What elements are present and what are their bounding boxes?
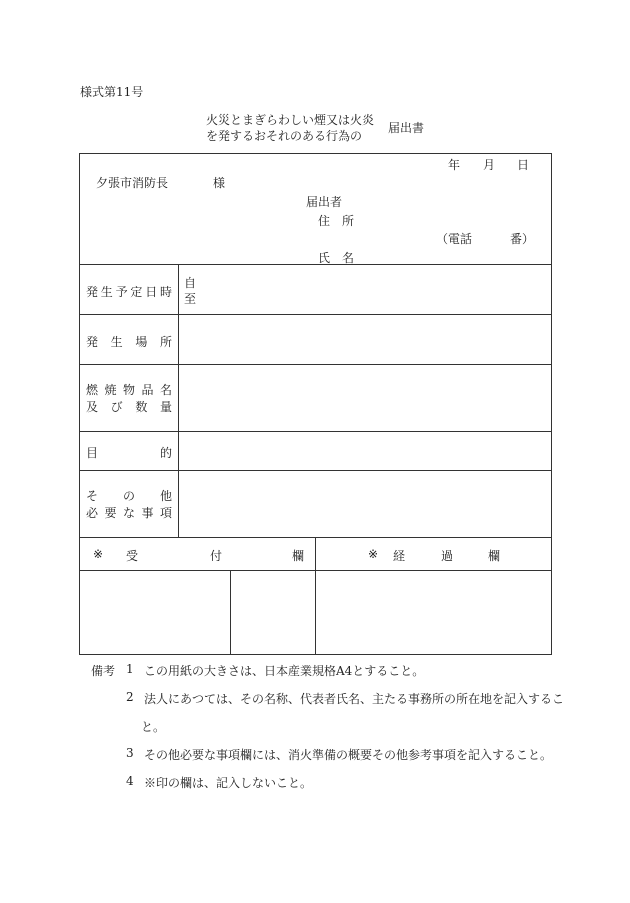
row-divider [79,264,552,265]
addressee: 夕張市消防長 [96,176,169,190]
progress-char-3: 欄 [488,549,501,563]
row-divider [79,364,552,365]
name-label: 氏 名 [318,251,355,265]
row-label-location: 発 生 場 所 [86,335,172,349]
note-text: この用紙の大きさは、日本産業規格A4とすること。 [144,664,425,678]
label-column-divider [178,264,179,538]
note-text-continued: と。 [141,720,166,734]
row-label-scheduled-datetime: 発 生 予 定 日 時 [86,285,172,299]
progress-char-1: 経 [393,549,406,563]
row-divider [79,431,552,432]
reception-column-divider [230,570,231,655]
title-line-2: を発するおそれのある行為の [206,129,363,143]
schedule-to-label: 至 [184,292,197,306]
table-border-top [79,153,552,154]
row-label-burned-items: 燃 焼 物 品 名 [86,383,172,397]
row-label-other: そ の 他 [86,489,172,503]
reception-char-1: 受 [126,549,139,563]
phone-label-close: 番） [510,232,535,246]
reception-char-3: 欄 [292,549,305,563]
bottom-column-divider [315,537,316,655]
progress-mark: ※ [368,547,379,561]
note-text: 法人にあつては、その名称、代表者氏名、主たる事務所の所在地を記入するこ [144,692,565,706]
note-number: 4 [126,774,134,788]
row-divider [79,314,552,315]
form-number: 様式第11号 [80,85,144,99]
table-border-left [79,153,80,655]
reception-mark: ※ [93,547,104,561]
title-line-1: 火災とまぎらわしい煙又は火炎 [206,113,375,127]
date-day-label: 日 [517,158,530,172]
notes-heading: 備考 [91,664,116,678]
progress-char-2: 過 [441,549,454,563]
row-label-necessary-matters: 必 要 な 事 項 [86,506,172,520]
note-number: 2 [126,690,134,704]
phone-label-open: （電話 [436,232,473,246]
row-label-purpose: 目 的 [86,446,172,460]
reception-char-2: 付 [210,549,223,563]
note-text: ※印の欄は、記入しないこと。 [144,776,313,790]
table-border-right [551,153,552,655]
address-label: 住 所 [318,214,355,228]
date-year-label: 年 [448,158,461,172]
row-divider [79,470,552,471]
notifier-label: 届出者 [306,195,343,209]
row-label-quantity: 及 び 数 量 [86,400,172,414]
schedule-from-label: 自 [184,276,197,290]
date-month-label: 月 [483,158,496,172]
title-suffix: 届出書 [388,121,425,135]
honorific: 様 [213,176,226,190]
note-number: 1 [126,662,134,676]
note-number: 3 [126,746,134,760]
note-text: その他必要な事項欄には、消火準備の概要その他参考事項を記入すること。 [144,748,553,762]
